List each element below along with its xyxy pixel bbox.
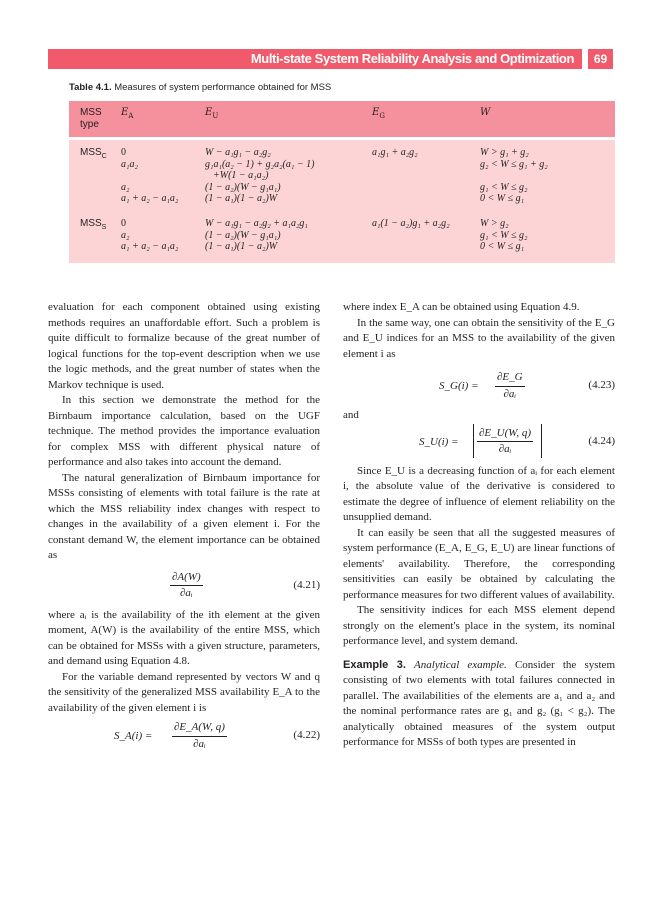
left-paragraph-3: The natural generalization of Birnbaum importance for MSSs consisting of elements with total failure is the rate at which the MSS reliability index changes with respect to changes in the availability of a given element i. For the constant demand W, the element importance can be obtained as xyxy=(48,471,320,561)
header-eu: $E_U$ xyxy=(205,107,219,120)
mss-type-0: $MSS_C$ xyxy=(80,147,107,160)
table-body xyxy=(69,140,615,263)
left-paragraph-1: evaluation for each component obtained using existing methods requires an unaffordable effort. Such a problem is quite difficult to formalize because of the great number of logical functions for the top-event description when we use the logic methods, and the great number of states when the Markov technique is used. xyxy=(48,301,320,391)
eq421-fraction: $\frac{\partial A(W)}{\text{∂aᵢ}}$ xyxy=(172,570,201,599)
table-cell: a₂ xyxy=(121,229,130,241)
right-column xyxy=(343,300,615,751)
table-cell: +W(1 − a₁a₂) xyxy=(213,170,269,182)
table-cell: a₁ + a₂ − a₁a₂ xyxy=(121,241,179,253)
table-cell: W > g₂ xyxy=(480,218,509,229)
table-cell: 0 < W ≤ g₁ xyxy=(480,193,525,205)
table-cell: W − a₁g₁ − a₂g₂ + a₁a₂g₁ xyxy=(205,218,308,229)
eq423-lhs: S_G(i) = xyxy=(439,380,479,392)
table-cell: g₁a₁(a₂ − 1) + g₂a₂(a₁ − 1) xyxy=(205,158,315,170)
header-eg: $E_G$ xyxy=(372,107,385,120)
table-cell: a₁ + a₂ − a₁a₂ xyxy=(121,193,179,205)
header-w: W xyxy=(480,107,491,118)
table-cell: a₁g₁ + a₂g₂ xyxy=(372,147,418,158)
example-title: Analytical example. xyxy=(414,658,507,671)
eq423-number: (4.23) xyxy=(588,379,615,391)
table-cell: 0 xyxy=(121,147,126,158)
table-cell: W > g₁ + g₂ xyxy=(480,147,529,158)
abs-bar-right xyxy=(541,424,542,458)
table-cell: (1 − a₂)(W − g₁a₁) xyxy=(205,181,281,193)
mss-type-1: $MSS_S$ xyxy=(80,218,107,231)
table-cell: (1 − a₁)(1 − a₂)W xyxy=(205,193,278,205)
abs-bar-left xyxy=(473,424,474,458)
page-number: 69 xyxy=(588,49,613,69)
example-3 xyxy=(343,658,615,751)
table-header-row xyxy=(69,101,615,137)
running-title: Multi-state System Reliability Analysis and Optimization xyxy=(250,51,574,66)
table-cell: a₁a₂ xyxy=(121,158,138,170)
table-cell: g₁ < W ≤ g₂ xyxy=(480,181,528,193)
eq422-number: (4.22) xyxy=(293,729,320,741)
table-caption-text: Measures of system performance obtained for MSS xyxy=(114,82,332,93)
eq422-lhs: S_A(i) = xyxy=(114,730,153,742)
table-cell: a₁(1 − a₂)g₁ + a₂g₂ xyxy=(372,218,450,229)
table-cell: 0 xyxy=(121,218,126,229)
eq423-fraction: $\frac{\partial E\_G}{\text{∂aᵢ}}$ xyxy=(497,371,523,400)
equation-4-23 xyxy=(343,362,615,408)
left-paragraph-5: For the variable demand represented by vectors W and q the sensitivity of the generalized MSS availability E_A to the availability of the given element i is xyxy=(48,670,320,714)
equation-4-22 xyxy=(48,716,320,756)
table-label: Table 4.1. xyxy=(69,82,112,93)
table-caption xyxy=(69,82,331,93)
equation-4-24 xyxy=(343,424,615,464)
left-paragraph-2: In this section we demonstrate the method for the Birnbaum importance calculation, based on the UGF technique. The method provides the importance evaluation for complex MSS with different physical nature of performance and also takes into account the demand. xyxy=(48,394,320,468)
eq424-lhs: S_U(i) = xyxy=(419,435,459,448)
table-cell: (1 − a₁)(1 − a₂)W xyxy=(205,241,278,253)
header-ea: $E_A$ xyxy=(121,107,134,120)
eq422-fraction: $\frac{\partial E\_A(W, q)}{\text{∂aᵢ}}$ xyxy=(174,721,225,750)
table-cell: 0 < W ≤ g₁ xyxy=(480,241,525,253)
left-column xyxy=(48,300,320,756)
eq421-number: (4.21) xyxy=(293,578,320,591)
right-paragraph-3: Since E_U is a decreasing function of aᵢ for each element i, the absolute value of the derivative is considered to estimate the degree of influence of element reliability on the unsupplied demand. xyxy=(343,464,615,523)
table-cell: (1 − a₂)(W − g₁a₁) xyxy=(205,229,281,241)
table-cell: g₂ < W ≤ g₁ + g₂ xyxy=(480,158,548,170)
right-paragraph-2: In the same way, one can obtain the sensitivity of the E_G and E_U indices for an MSS to the availability of the given element i as xyxy=(343,316,615,360)
eq424-fraction: $\frac{\partial E\_U(W, q)}{\text{∂aᵢ}}$ xyxy=(479,426,532,455)
table-cell: W − a₁g₁ − a₂g₂ xyxy=(205,147,271,158)
equation-4-21 xyxy=(48,564,320,608)
right-paragraph-1: where index E_A can be obtained using Equation 4.9. xyxy=(343,301,580,313)
right-paragraph-5: The sensitivity indices for each MSS element depend strongly on the element's place in the system, its nominal performance level, and system demand. xyxy=(343,604,615,647)
left-paragraph-4: where aᵢ is the availability of the ith element at the given moment, A(W) is the availability of the entire MSS, which can be obtained for MSSs with a given structure, parameters, and demand using Equation 4.8. xyxy=(48,608,320,667)
example-text: Consider the system consisting of two elements with total failures connected in parallel. The availabilities of the elements are a₁ and a₂ and the nominal performance rates are g₁ and g₂ (g₁ < g₂). The analytically obtained measures of the system output performance for MSSs of both types are presented in xyxy=(343,658,615,748)
right-paragraph-4: It can easily be seen that all the suggested measures of system performance (E_A, E_G, E_U) are linear functions of elements' availability. Therefore, the corresponding sensitivities can easily be obtained by calculating the performance measures for two different values of availability. xyxy=(343,526,615,601)
table-cell: a₂ xyxy=(121,181,130,193)
example-label: Example 3. xyxy=(343,658,406,671)
table-cell: g₁ < W ≤ g₂ xyxy=(480,229,528,241)
and-word: and xyxy=(343,409,359,421)
eq424-number: (4.24) xyxy=(588,434,615,447)
header-mss-type: MSS type xyxy=(80,107,102,130)
